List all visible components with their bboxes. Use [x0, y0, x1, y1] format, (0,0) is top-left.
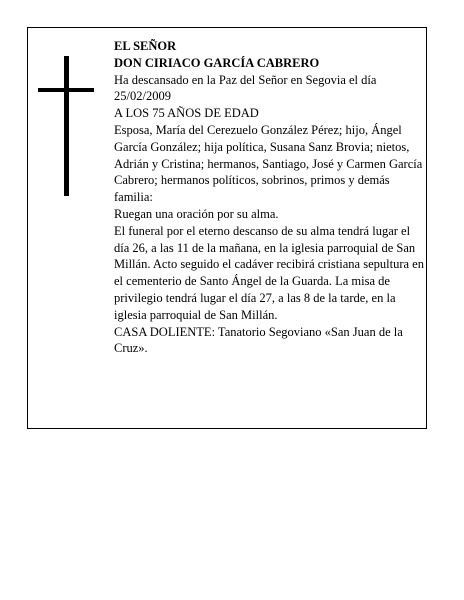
- cross-horizontal-bar: [38, 88, 94, 92]
- cross-vertical-bar: [64, 56, 69, 196]
- prayer-request: Ruegan una oración por su alma.: [114, 206, 279, 221]
- cross-icon: [38, 56, 94, 196]
- obituary-heading: EL SEÑOR: [114, 39, 177, 53]
- age-statement: A LOS 75 AÑOS DE EDAD: [114, 106, 259, 121]
- deceased-name: DON CIRIACO GARCÍA CABRERO: [114, 55, 320, 70]
- obituary-text: [114, 38, 424, 357]
- mourning-house: CASA DOLIENTE: Tanatorio Segoviano «San Juan de la Cruz».: [114, 324, 403, 356]
- family-list: Esposa, María del Cerezuelo González Pérez; hijo, Ángel García González; hija política, Susana Sanz Brovia; nietos, Adrián y Cristina; hermanos, Santiago, José y Carmen García Cabrero; hermanos políticos, sobrinos, primos y demás familia:: [114, 122, 423, 205]
- passing-statement: Ha descansado en la Paz del Señor en Segovia el día 25/02/2009: [114, 72, 377, 104]
- funeral-details: El funeral por el eterno descanso de su alma tendrá lugar el día 26, a las 11 de la mañana, en la iglesia parroquial de San Millán. Acto seguido el cadáver recibirá cristiana sepultura en el cementerio de Santo Ángel de la Guarda. La misa de privilegio tendrá lugar el día 27, a las 8 de la tarde, en la iglesia parroquial de San Millán.: [114, 223, 424, 322]
